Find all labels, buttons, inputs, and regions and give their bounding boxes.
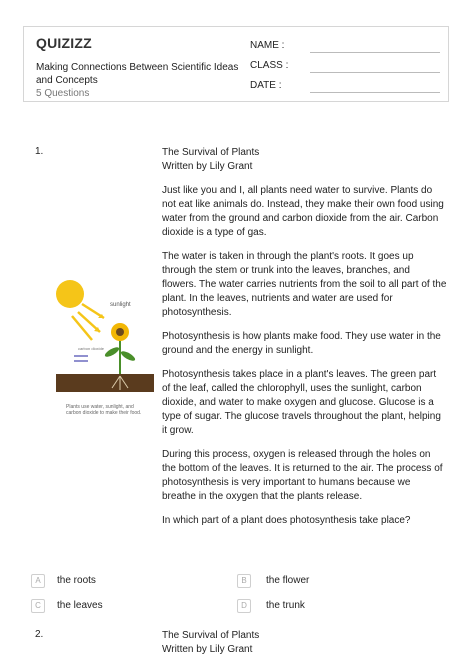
question-2-passage [162, 629, 447, 657]
name-line [310, 52, 440, 53]
quizizz-logo: QUIZIZZ [36, 35, 92, 51]
date-label: DATE : [250, 80, 282, 91]
paragraph-1: Just like you and I, all plants need water to survive. Plants do not eat like animals do. Instead, they make their own food using water from the ground and carbon dioxide from the air. Carbon dioxide is a type of gas. [162, 185, 444, 238]
passage-2-author: Written by Lily Grant [162, 644, 253, 655]
question-prompt: In which part of a plant does photosynthesis take place? [162, 515, 411, 526]
question-1-number: 1. [35, 146, 44, 157]
question-2-number: 2. [35, 629, 44, 640]
co2-label: carbon dioxide [78, 346, 105, 351]
paragraph-3: Photosynthesis is how plants make food. They use water in the ground and the energy in sunlight. [162, 331, 441, 356]
sun-icon [56, 280, 84, 308]
option-d-letter: D [237, 599, 251, 613]
photosynthesis-diagram [52, 276, 154, 398]
illustration-caption: Plants use water, sunlight, and carbon dioxide to make their food. [66, 404, 142, 416]
photosynthesis-illustration [52, 276, 154, 398]
option-c-text: the leaves [57, 600, 103, 611]
leaf-left [104, 345, 121, 358]
date-field[interactable] [250, 80, 281, 91]
option-b-text: the flower [266, 575, 310, 586]
class-line [310, 72, 440, 73]
option-b-letter: B [237, 574, 251, 588]
paragraph-4: Photosynthesis takes place in a plant's leaves. The green part of the leaf, called the chlorophyll, uses the sunlight, carbon dioxide, and water to make oxygen and glucose. Glucose is a type of sugar. The glucose travels throughout the plant, helping it grow. [162, 369, 441, 436]
name-label: NAME : [250, 40, 285, 51]
leaf-right [120, 349, 137, 362]
option-a-text: the roots [57, 575, 96, 586]
question-count: 5 Questions [36, 88, 90, 99]
option-c-letter: C [31, 599, 45, 613]
option-a-letter: A [31, 574, 45, 588]
class-label: CLASS : [250, 60, 289, 71]
class-field[interactable] [250, 60, 288, 71]
passage-author: Written by Lily Grant [162, 161, 253, 172]
paragraph-2: The water is taken in through the plant's roots. It goes up through the stem or trunk into the leaves, branches, and flowers. The water carries nutrients from the soil to all part of the plant. In the leaves, nutrients and water are used for photosynthesis. [162, 251, 447, 318]
option-d-text: the trunk [266, 600, 305, 611]
question-1-passage [162, 146, 447, 538]
worksheet-title: Making Connections Between Scientific Ideas and Concepts [36, 62, 239, 86]
worksheet-header [23, 26, 449, 102]
date-line [310, 92, 440, 93]
passage-2-title: The Survival of Plants [162, 630, 260, 641]
sunflower-center [116, 328, 124, 336]
paragraph-5: During this process, oxygen is released through the holes on the bottom of the leaves. It is returned to the air. The process of photosynthesis is very important to humans because we breathe in the oxygen that the plants release. [162, 449, 443, 502]
soil [56, 374, 154, 392]
name-field[interactable] [250, 40, 284, 51]
passage-title: The Survival of Plants [162, 147, 260, 158]
sunray-3 [72, 316, 92, 340]
sun-label: sunlight [110, 302, 131, 308]
